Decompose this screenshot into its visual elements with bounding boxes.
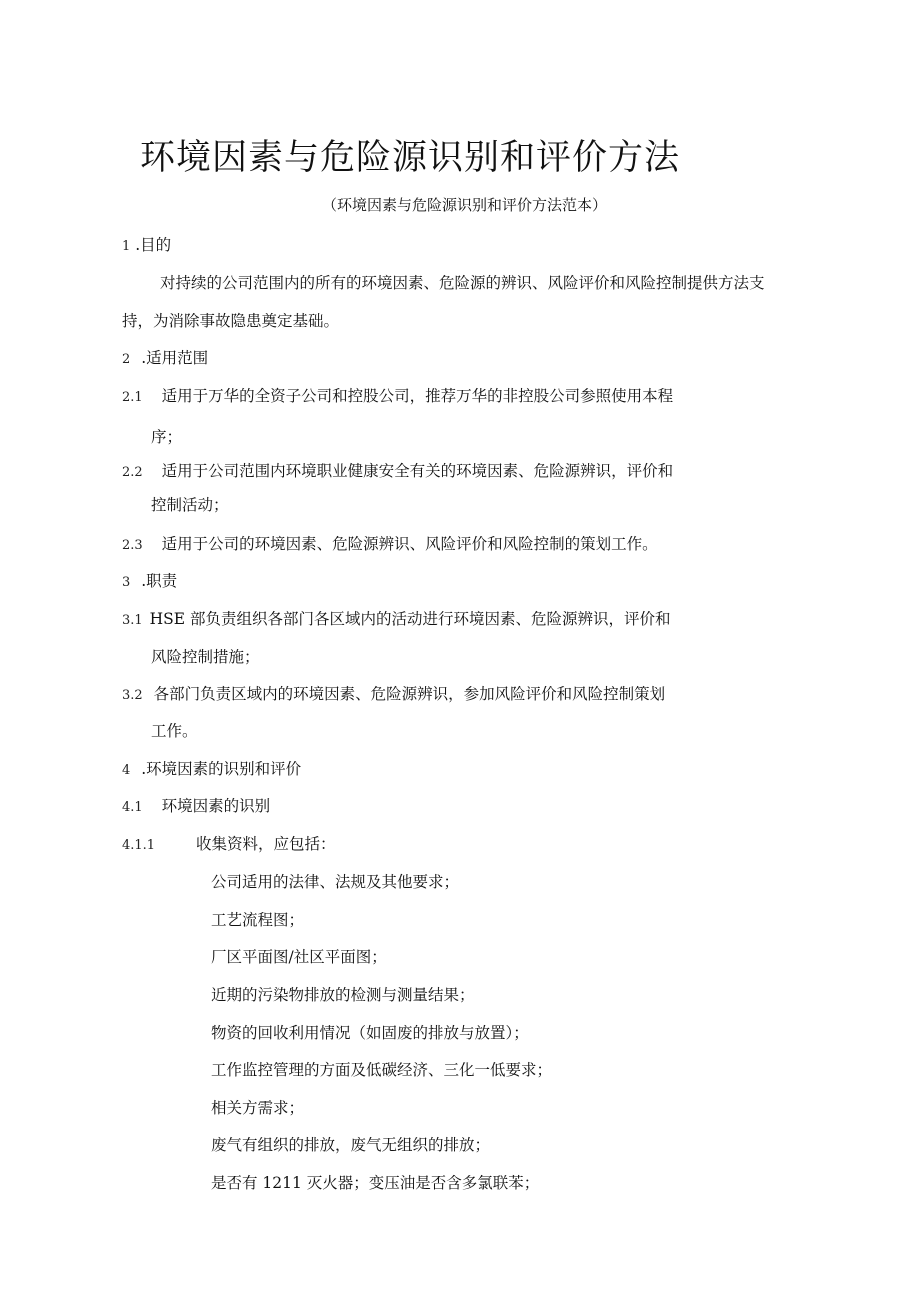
section-number: 2 — [122, 352, 131, 367]
clause-3-2-continued: 工作。 — [151, 722, 198, 740]
clause-3-1 — [122, 607, 671, 629]
list-item: 公司适用的法律、法规及其他要求； — [211, 873, 460, 891]
section-title: .适用范围 — [141, 349, 209, 367]
section-3-heading — [122, 569, 177, 591]
list-item: 物资的回收利用情况（如固废的排放与放置）； — [211, 1024, 529, 1042]
clause-4-1-1 — [122, 832, 336, 854]
clause-3-2 — [122, 682, 665, 704]
clause-text: HSE 部负责组织各部门各区域内的活动进行环境因素、危险源辨识，评价和 — [149, 610, 671, 628]
list-item: 厂区平面图/社区平面图； — [211, 948, 387, 966]
list-item: 是否有 1211 灭火器；变压油是否含多氯联苯； — [211, 1174, 540, 1192]
clause-4-1 — [122, 794, 270, 816]
section-number: 3 — [122, 575, 131, 590]
section-number: 4 — [122, 763, 131, 778]
section-title: .目的 — [135, 236, 172, 254]
clause-2-3 — [122, 532, 658, 554]
clause-text: 各部门负责区域内的环境因素、危险源辨识，参加风险评价和风险控制策划 — [153, 685, 666, 703]
clause-number: 3.1 — [122, 613, 143, 628]
clause-2-1 — [122, 384, 673, 406]
list-item: 废气有组织的排放，废气无组织的排放； — [211, 1136, 491, 1154]
clause-text: 环境因素的识别 — [161, 797, 271, 815]
clause-number: 3.2 — [122, 688, 143, 703]
clause-number: 2.3 — [122, 538, 143, 553]
list-item: 近期的污染物排放的检测与测量结果； — [211, 986, 475, 1004]
clause-text: 适用于万华的全资子公司和控股公司，推荐万华的非控股公司参照使用本程 — [161, 387, 674, 405]
section-4-heading — [122, 757, 301, 779]
section-number: 1 — [122, 239, 131, 254]
clause-number: 4.1 — [122, 800, 143, 815]
document-title: 环境因素与危险源识别和评价方法 — [140, 138, 681, 178]
clause-text: 适用于公司的环境因素、危险源辨识、风险评价和风险控制的策划工作。 — [161, 535, 658, 553]
section-title: .环境因素的识别和评价 — [141, 760, 302, 778]
clause-number: 2.1 — [122, 390, 143, 405]
clause-2-1-continued: 序； — [151, 428, 183, 446]
clause-2-2 — [122, 459, 673, 481]
clause-3-1-continued: 风险控制措施； — [151, 648, 260, 666]
clause-2-2-continued: 控制活动； — [151, 496, 229, 514]
list-item: 相关方需求； — [211, 1099, 305, 1117]
purpose-paragraph-line1: 对持续的公司范围内的所有的环境因素、危险源的辨识、风险评价和风险控制提供方法支 — [160, 274, 765, 292]
purpose-paragraph-line2: 持，为消除事故隐患奠定基础。 — [122, 312, 340, 330]
list-item: 工艺流程图； — [211, 911, 305, 929]
section-2-heading — [122, 346, 208, 368]
document-subtitle: （环境因素与危险源识别和评价方法范本） — [322, 196, 608, 214]
clause-text: 适用于公司范围内环境职业健康安全有关的环境因素、危险源辨识，评价和 — [161, 462, 674, 480]
clause-number: 2.2 — [122, 465, 143, 480]
list-item: 工作监控管理的方面及低碳经济、三化一低要求； — [211, 1061, 553, 1079]
clause-number: 4.1.1 — [122, 838, 156, 853]
section-1-heading — [122, 233, 171, 255]
section-title: .职责 — [141, 572, 178, 590]
clause-text: 收集资料，应包括： — [196, 835, 336, 853]
